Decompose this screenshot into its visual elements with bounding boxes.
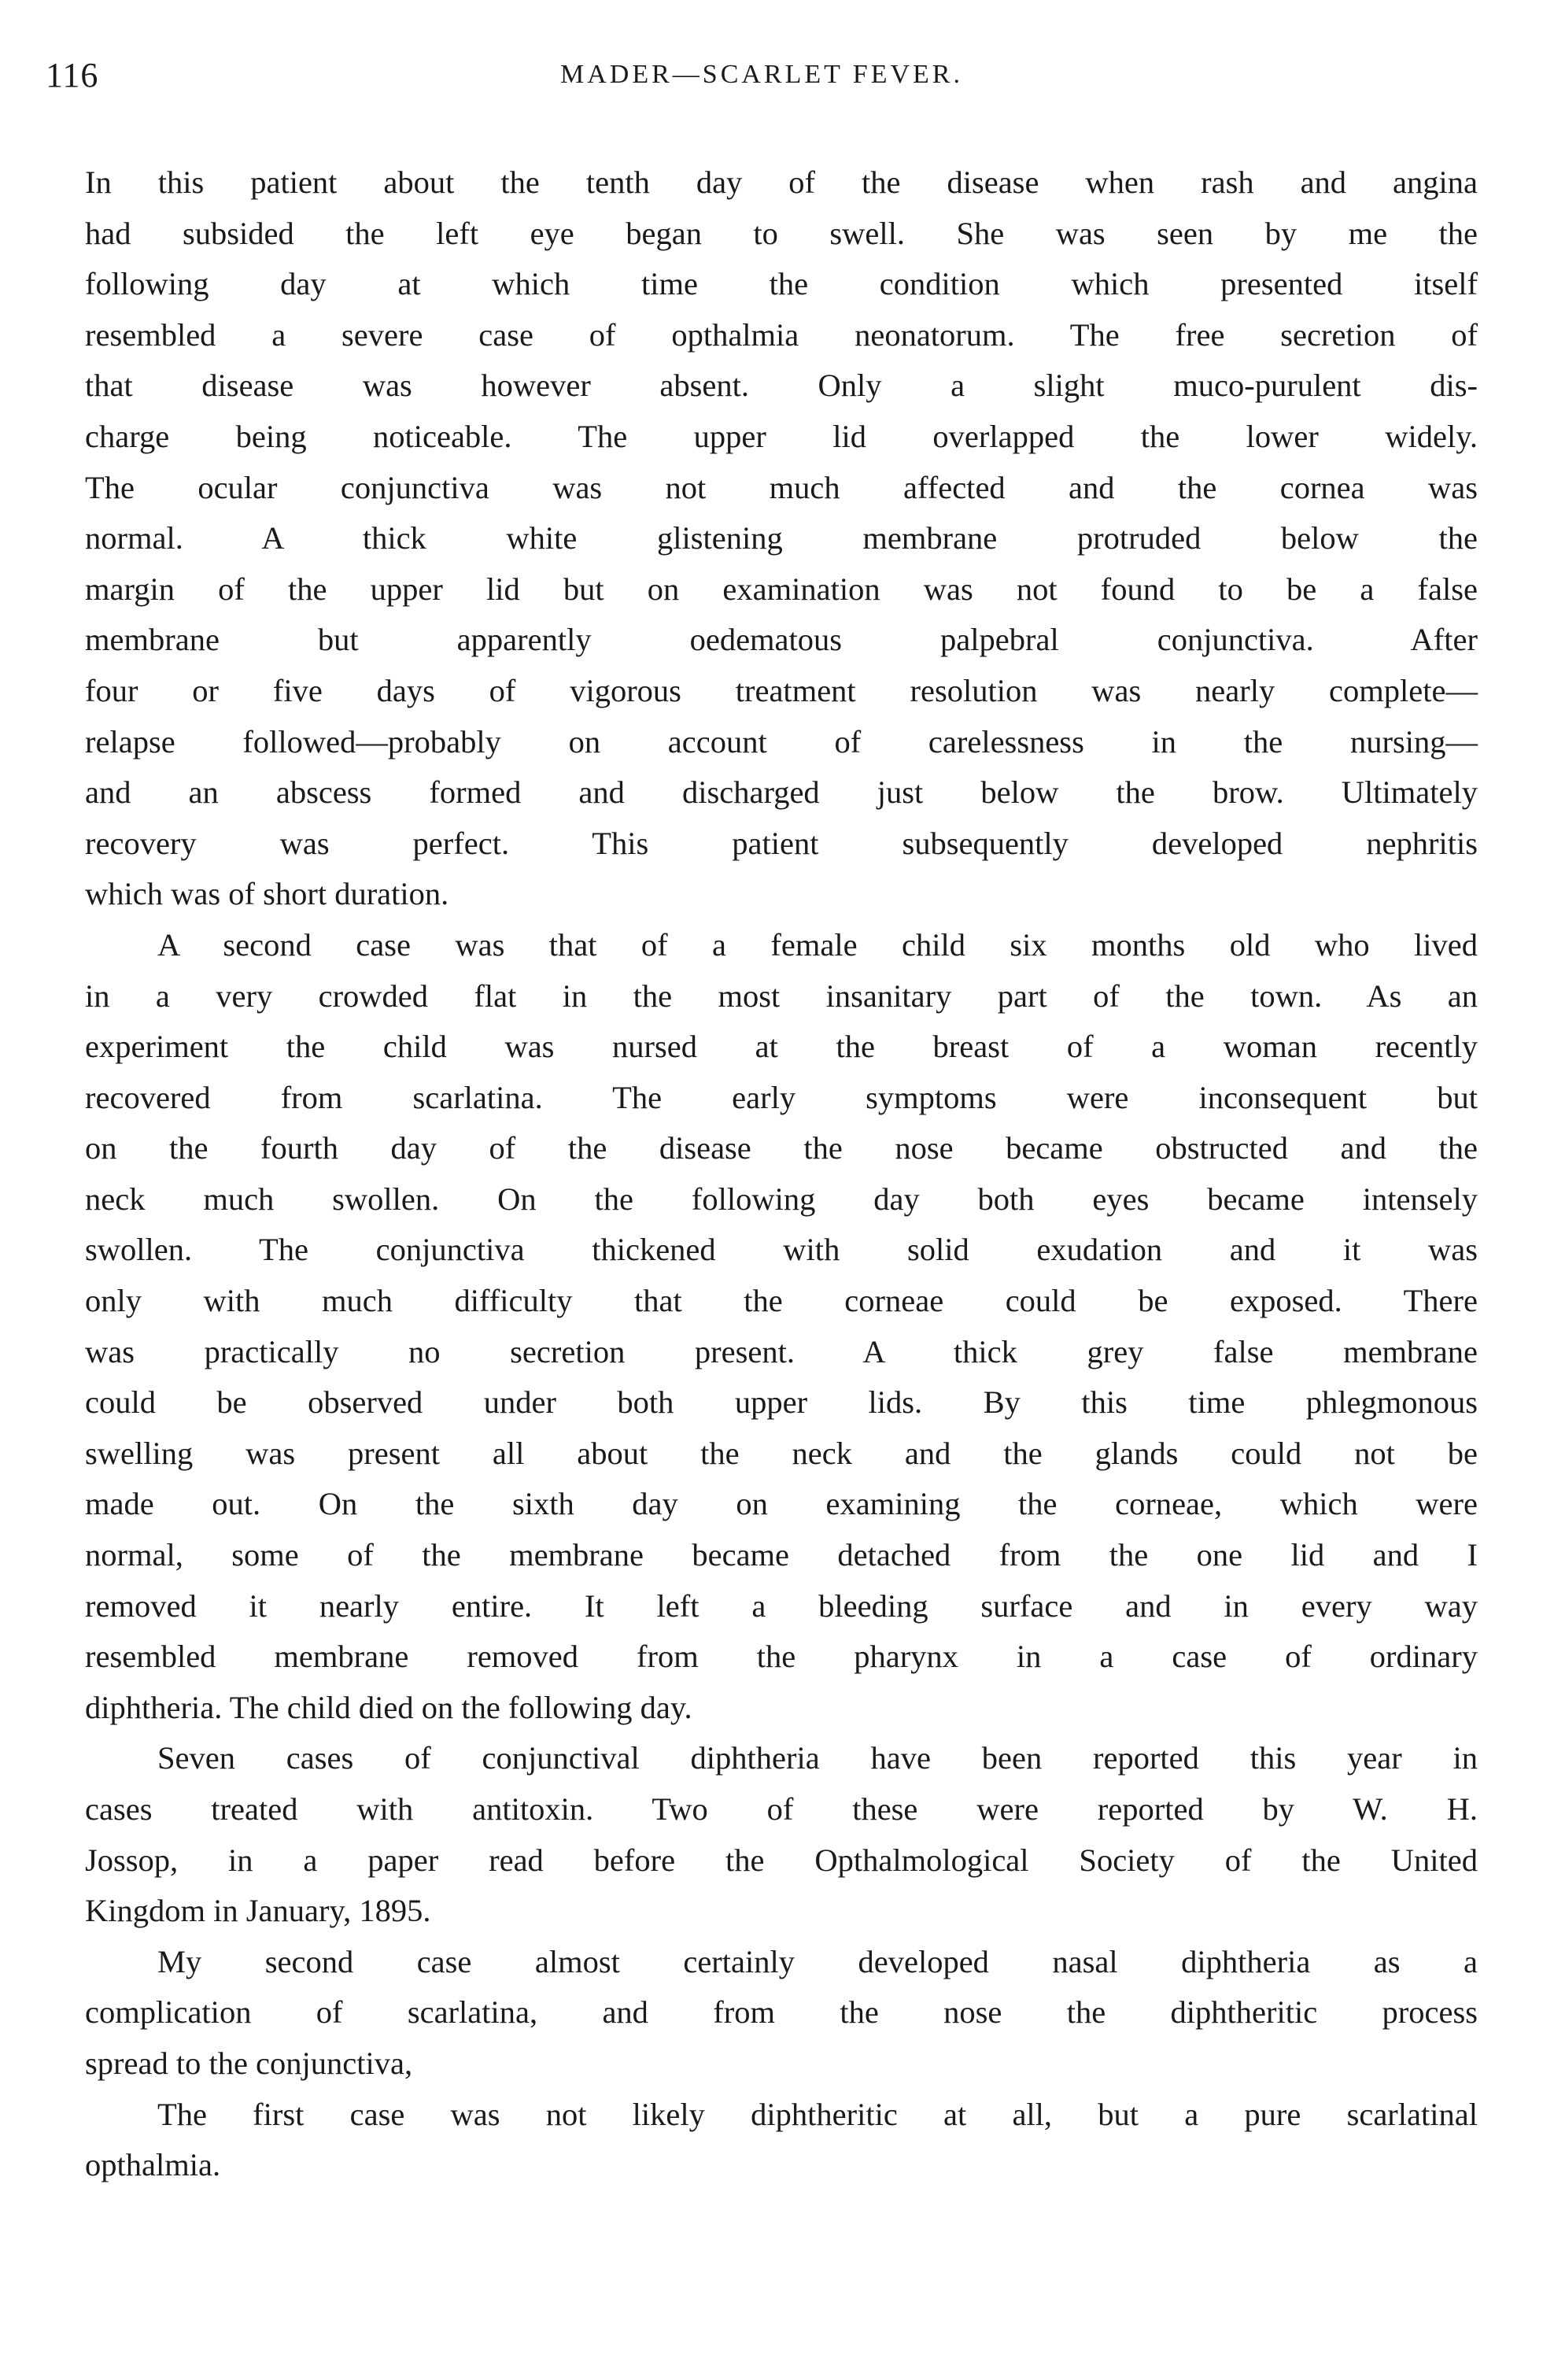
text-line: Kingdom in January, 1895. [85, 1893, 431, 1929]
text-line: In this patient about the tenth day of the disease when rash and angina [85, 164, 1478, 200]
text-line: A second case was that of a female child six months old who lived [157, 926, 1478, 963]
text-line: spread to the conjunctiva, [85, 2045, 413, 2081]
text-line: could be observed under both upper lids. By this time phlegmonous [85, 1384, 1478, 1421]
page-number: 116 [46, 56, 99, 94]
text-line: resembled a severe case of opthalmia neonatorum. The free secretion of [85, 316, 1478, 353]
text-line: removed it nearly entire. It left a bleeding surface and in every way [85, 1587, 1478, 1624]
text-line: relapse followed—probably on account of carelessness in the nursing— [85, 723, 1478, 759]
text-line: opthalmia. [85, 2147, 221, 2183]
paragraph-4 [85, 1937, 1478, 2090]
text-line: and an abscess formed and discharged just below the brow. Ultimately [85, 774, 1478, 811]
text-line: had subsided the left eye began to swell. She was seen by me the [85, 215, 1478, 251]
text-line: resembled membrane removed from the pharynx in a case of ordinary [85, 1639, 1478, 1675]
text-line: neck much swollen. On the following day both eyes became intensely [85, 1181, 1478, 1217]
text-line: margin of the upper lid but on examination was not found to be a false [85, 571, 1478, 607]
text-line: following day at which time the condition which presented itself [85, 266, 1478, 302]
text-line: normal, some of the membrane became detached from the one lid and I [85, 1537, 1478, 1573]
text-line: swollen. The conjunctiva thickened with solid exudation and it was [85, 1232, 1478, 1268]
text-line: Seven cases of conjunctival diphtheria have been reported this year in [157, 1740, 1478, 1776]
text-line: Jossop, in a paper read before the Opthalmological Society of the United [85, 1842, 1478, 1878]
paragraph-3 [85, 1733, 1478, 1936]
text-line: recovery was perfect. This patient subsequently developed nephritis [85, 825, 1478, 861]
text-line: was practically no secretion present. A thick grey false membrane [85, 1333, 1478, 1369]
text-line: diphtheria. The child died on the following day. [85, 1689, 692, 1725]
text-line: charge being noticeable. The upper lid overlapped the lower widely. [85, 418, 1478, 454]
text-line: The ocular conjunctiva was not much affected and the cornea was [85, 469, 1478, 505]
paragraph-1 [85, 157, 1478, 920]
text-line: complication of scarlatina, and from the nose the diphtheritic process [85, 1994, 1478, 2031]
paragraph-5 [85, 2090, 1478, 2191]
text-line: only with much difficulty that the corneae could be exposed. There [85, 1283, 1478, 1319]
text-line: on the fourth day of the disease the nose became obstructed and the [85, 1130, 1478, 1166]
text-line: membrane but apparently oedematous palpebral conjunctiva. After [85, 622, 1478, 658]
text-line: four or five days of vigorous treatment resolution was nearly complete— [85, 672, 1478, 708]
text-line: in a very crowded flat in the most insanitary part of the town. As an [85, 978, 1478, 1014]
text-line: recovered from scarlatina. The early symptoms were inconsequent but [85, 1079, 1478, 1115]
text-line: cases treated with antitoxin. Two of these were reported by W. H. [85, 1791, 1478, 1827]
text-line: The first case was not likely diphtheritic at all, but a pure scarlatinal [157, 2096, 1478, 2132]
text-line: that disease was however absent. Only a slight muco-purulent dis- [85, 368, 1478, 404]
running-head: MADER—SCARLET FEVER. [560, 60, 963, 89]
paragraph-2 [85, 920, 1478, 1734]
text-line: normal. A thick white glistening membrane protruded below the [85, 520, 1478, 556]
body-text [85, 157, 1478, 2191]
page-header [46, 55, 1478, 110]
text-line: swelling was present all about the neck and the glands could not be [85, 1435, 1478, 1471]
text-line: My second case almost certainly developed nasal diphtheria as a [157, 1943, 1478, 1979]
text-line: which was of short duration. [85, 876, 449, 912]
text-line: experiment the child was nursed at the breast of a woman recently [85, 1029, 1478, 1065]
text-line: made out. On the sixth day on examining the corneae, which were [85, 1486, 1478, 1522]
